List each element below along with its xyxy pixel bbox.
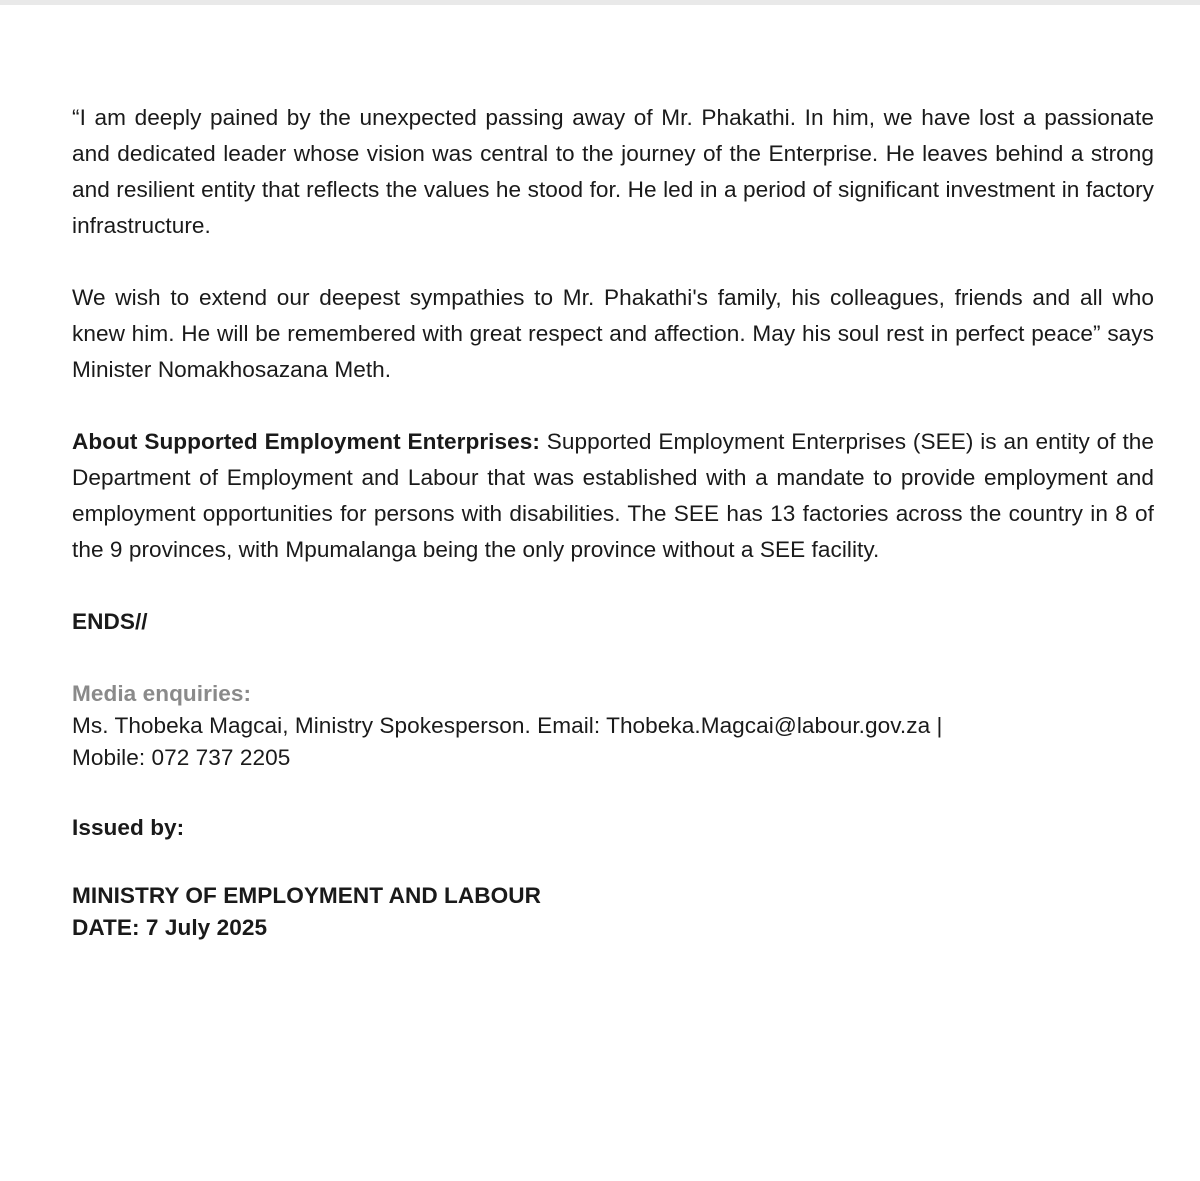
issue-date: DATE: 7 July 2025: [72, 915, 268, 940]
media-contact-line-2: Mobile: 072 737 2205: [72, 745, 291, 770]
ends-marker: ENDS//: [72, 609, 148, 634]
statement-paragraph-2: We wish to extend our deepest sympathies to Mr. Phakathi's family, his colleagues, friends and all who knew him. He will be remembered with great respect and affection. May his soul rest in perfect peace” says Minister Nomakhosazana Meth.: [72, 285, 1154, 382]
top-divider: [0, 0, 1200, 5]
media-contact: [72, 710, 1154, 774]
statement-paragraph-1: “I am deeply pained by the unexpected passing away of Mr. Phakathi. In him, we have lost a passionate and dedicated leader whose vision was central to the journey of the Enterprise. He leaves behind a strong and resilient entity that reflects the values he stood for. He led in a period of significant investment in factory infrastructure.: [72, 105, 1154, 238]
press-release-page: [72, 100, 1154, 944]
about-heading: About Supported Employment Enterprises:: [72, 429, 540, 454]
media-contact-line-1: Ms. Thobeka Magcai, Ministry Spokesperson. Email: Thobeka.Magcai@labour.gov.za |: [72, 713, 943, 738]
media-enquiries-label: Media enquiries:: [72, 681, 252, 706]
issued-by-label: Issued by:: [72, 815, 185, 840]
issuing-ministry: MINISTRY OF EMPLOYMENT AND LABOUR: [72, 883, 542, 908]
about-text: Supported Employment Enterprises (SEE) is an entity of the Department of Employment and Labour that was established with a mandate to provide employment and employment opportunities for persons with disabilities. The SEE has 13 factories across the country in 8 of the 9 provinces, with Mpumalanga being the only province without a SEE facility.: [72, 429, 1155, 562]
about-paragraph: [72, 424, 1154, 568]
